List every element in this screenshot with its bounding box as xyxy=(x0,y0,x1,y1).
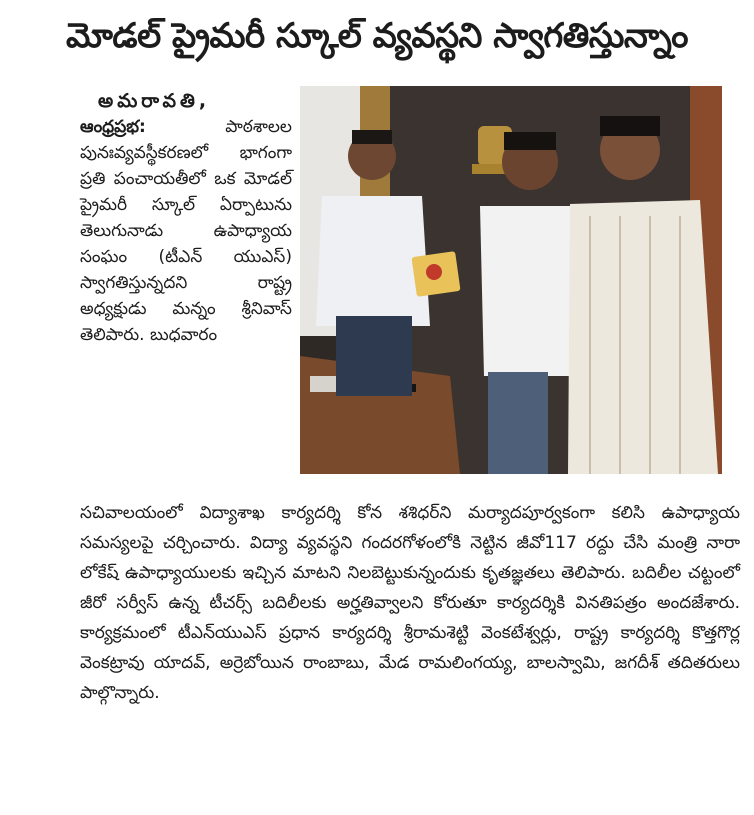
news-photo xyxy=(300,86,722,474)
body-paragraph: సచివాలయంలో విద్యాశాఖ కార్యదర్శి కోన శశిధర్‌ని మర్యాదపూర్వకంగా కలిసి ఉపాధ్యాయ సమస్యలపై చర్చించారు. విద్యా వ్యవస్థని గందరగోళంలోకి నెట్టిన జీవో117 రద్దు చేసి మంత్రి నారా లోకేష్ ఉపాధ్యాయులకు ఇచ్చిన మాటని నిలబెట్టుకున్నందుకు కృతజ్ఞతలు తెలిపారు. బదిలీల చట్టంలో జీరో సర్వీస్ ఉన్న టీచర్స్ బదిలీలకు అర్హతివ్వాలని కోరుతూ కార్యదర్శికి వినతిపత్రం అందజేశారు. కార్యక్రమంలో టీఎన్‌యుఎస్ ప్రధాన కార్యదర్శి శ్రీరామశెట్టి వెంకటేశ్వర్లు, రాష్ట్ర కార్యదర్శి కొత్తగొర్ల వెంకట్రావు యాదవ్, అర్రెబోయిన రాంబాబు, మేడ రామలింగయ్య, బాలస్వామి, జగదీశ్ తదితరులు పాల్గొన్నారు. xyxy=(80,503,740,703)
headline: మోడల్ ప్రైమరీ స్కూల్ వ్యవస్థని స్వాగతిస్తున్నాం xyxy=(66,16,688,56)
lead-column xyxy=(80,88,292,348)
lead-paragraph: పాఠశాలల పునఃవ్యవస్థీకరణలో భాగంగా ప్రతి పంచాయతీలో ఒక మోడల్ ప్రైమరీ స్కూల్ ఏర్పాటును తెలుగునాడు ఉపాధ్యాయ సంఘం (టీఎన్ యుఎస్) స్వాగతిస్తున్నదని రాష్ట్ర అధ్యక్షుడు మన్నం శ్రీనివాస్ తెలిపారు. బుధవారం xyxy=(80,117,292,345)
dateline: అమరావతి, xyxy=(98,90,211,112)
book xyxy=(411,251,460,297)
source-label: ఆంధ్రప్రభ: xyxy=(80,117,146,137)
photo-illustration xyxy=(300,86,722,474)
